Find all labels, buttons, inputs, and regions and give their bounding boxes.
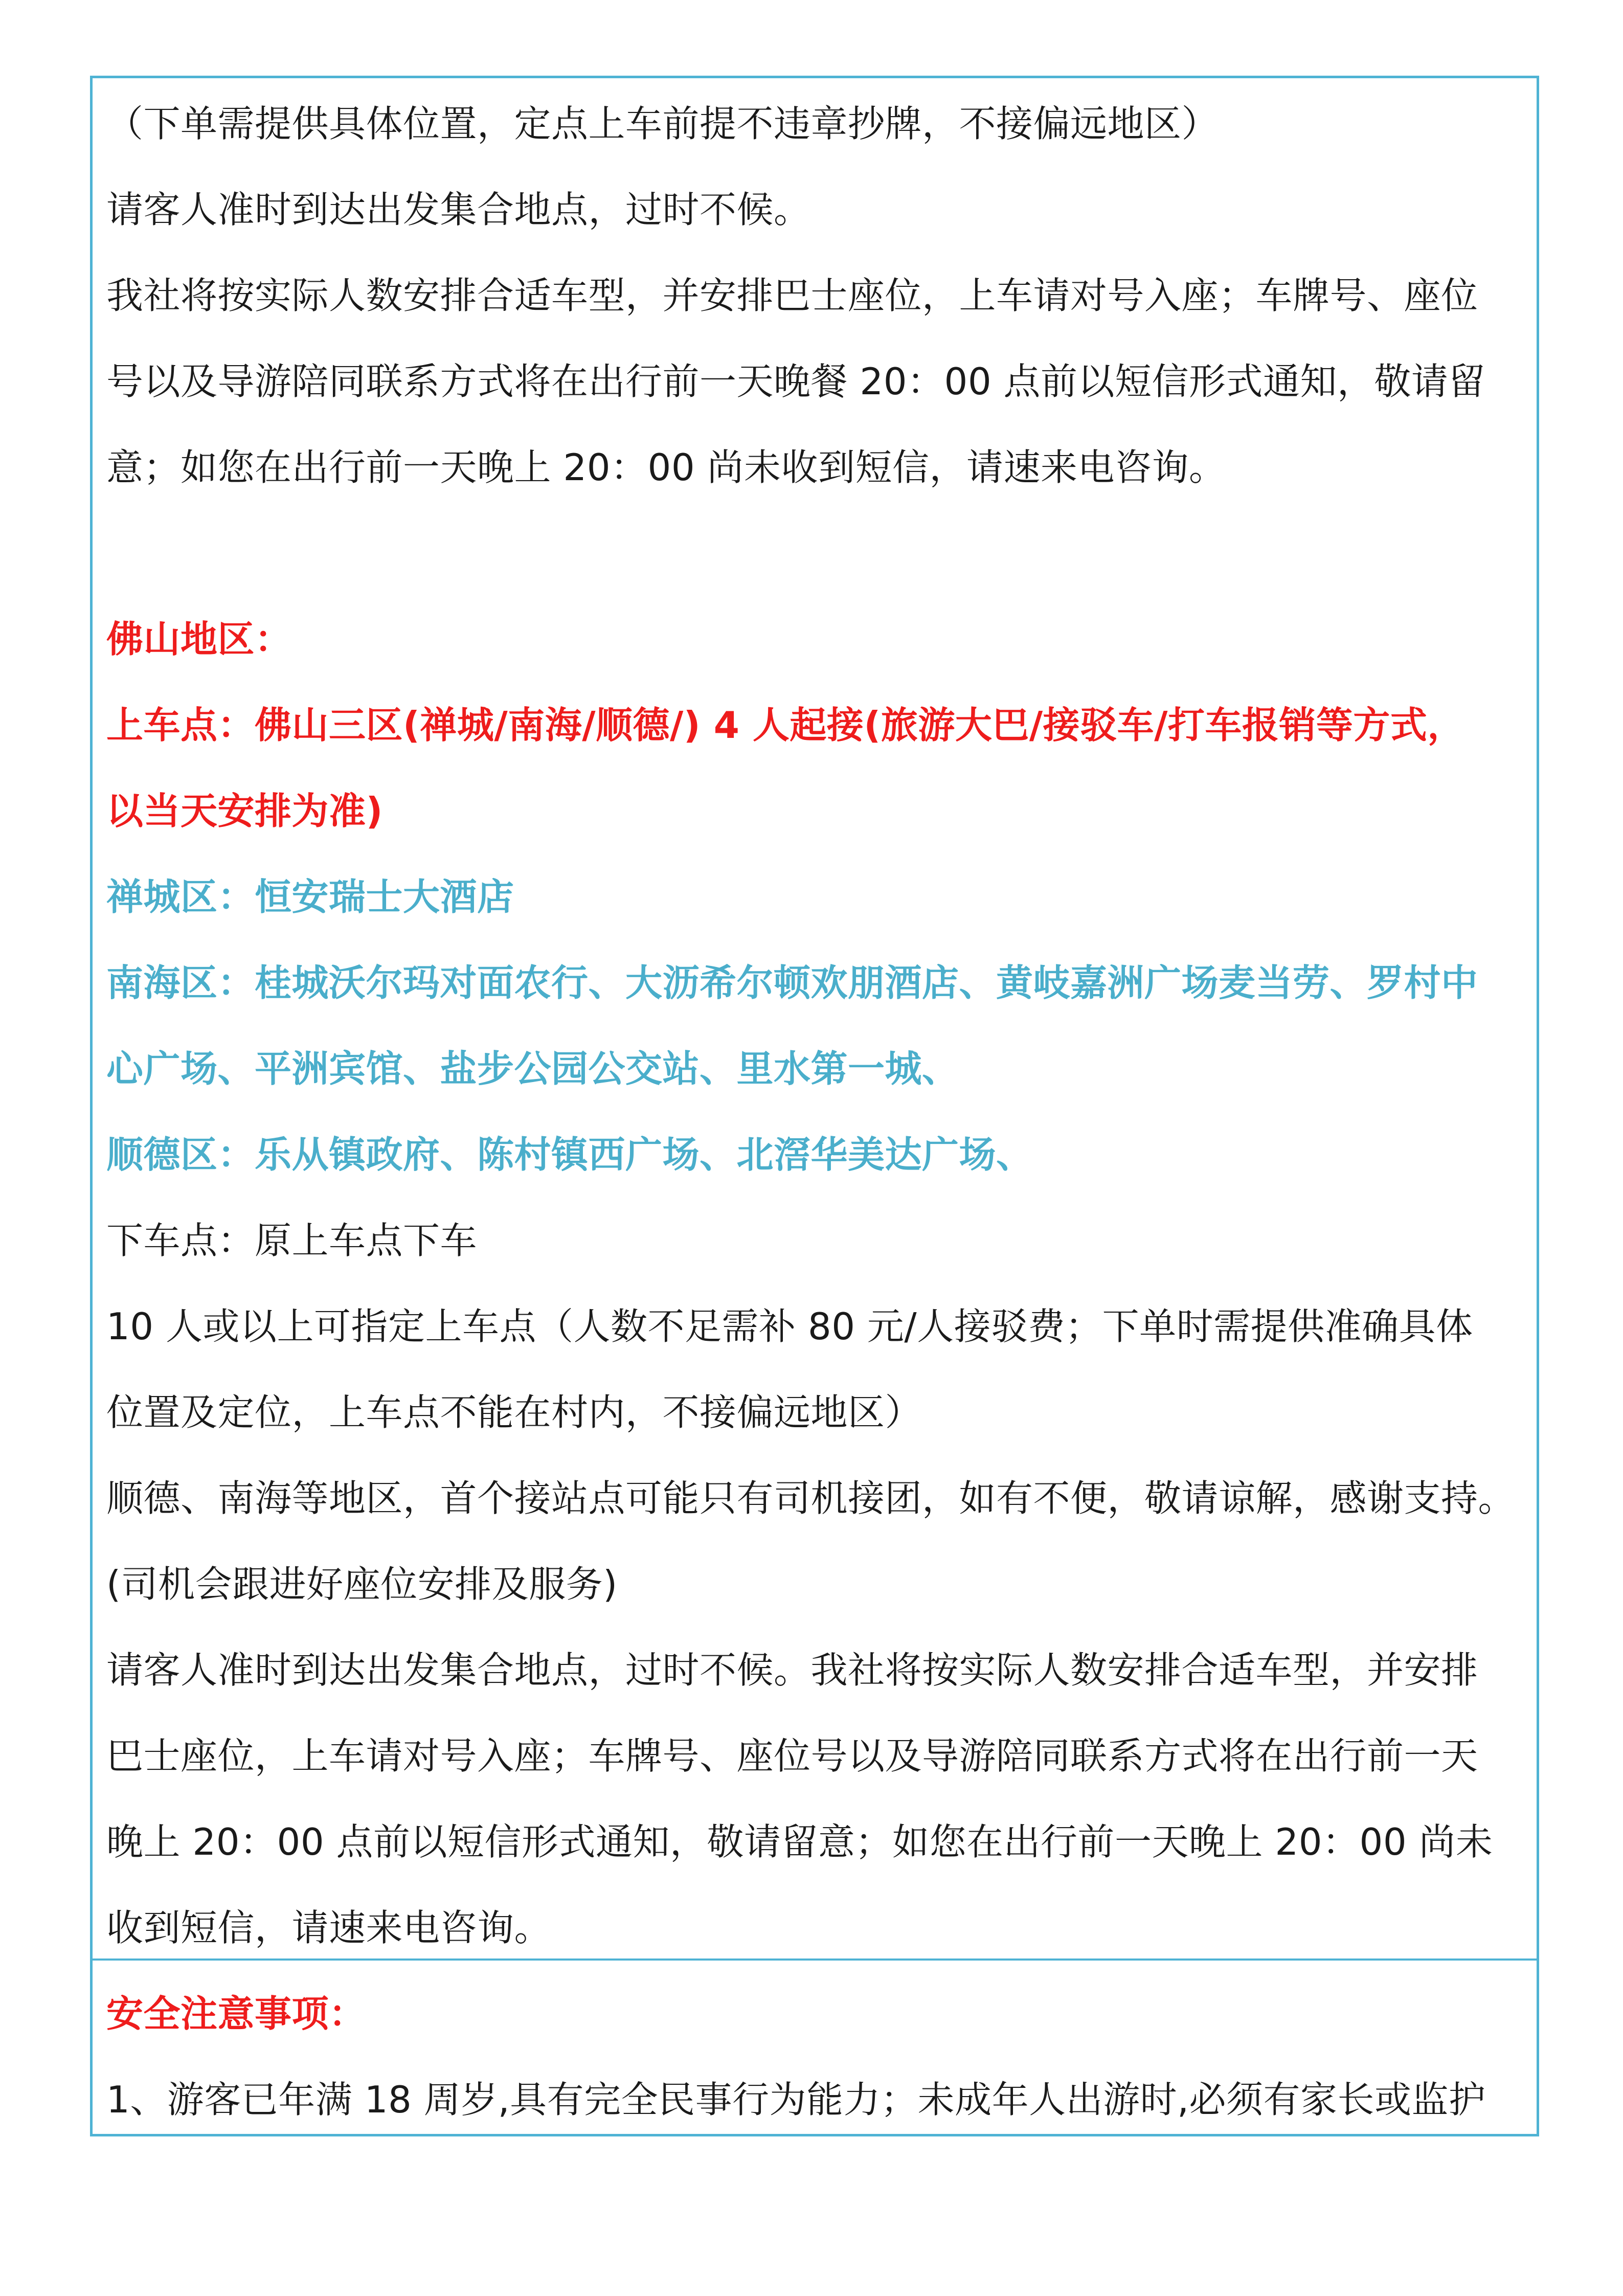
shunde-pickup-points: 顺德区：乐从镇政府、陈村镇西广场、北滘华美达广场、: [106, 1133, 1033, 1176]
safety-item: 1、游客已年满 18 周岁,具有完全民事行为能力；未成年人出游时,必须有家长或监护: [106, 2078, 1486, 2121]
nanhai-pickup-points: 南海区：桂城沃尔玛对面农行、大沥希尔顿欢朋酒店、黄岐嘉洲广场麦当劳、罗村中: [106, 961, 1478, 1004]
foshan-notice-line: 晚上 20：00 点前以短信形式通知，敬请留意；如您在出行前一天晚上 20：00 尚未: [106, 1820, 1493, 1863]
driver-pickup-note: (司机会跟进好座位安排及服务): [106, 1563, 618, 1606]
section-divider: [90, 1959, 1539, 1961]
group-pickup-note: 位置及定位，上车点不能在村内，不接偏远地区）: [106, 1391, 922, 1434]
dropoff-point: 下车点：原上车点下车: [106, 1219, 478, 1262]
foshan-notice-line: 收到短信，请速来电咨询。: [106, 1906, 552, 1949]
foshan-heading: 佛山地区：: [106, 618, 292, 661]
foshan-notice-line: 巴士座位，上车请对号入座；车牌号、座位号以及导游陪同联系方式将在出行前一天: [106, 1735, 1478, 1777]
seating-notice-line: 号以及导游陪同联系方式将在出行前一天晚餐 20：00 点前以短信形式通知，敬请留: [106, 360, 1486, 403]
foshan-notice-line: 请客人准时到达出发集合地点，过时不候。我社将按实际人数安排合适车型，并安排: [106, 1649, 1478, 1692]
foshan-pickup-line: 上车点：佛山三区(禅城/南海/顺德/) 4 人起接(旅游大巴/接驳车/打车报销等方式，: [106, 704, 1464, 747]
foshan-pickup-line: 以当天安排为准): [106, 790, 383, 832]
seating-notice-line: 意；如您在出行前一天晚上 20：00 尚未收到短信，请速来电咨询。: [106, 446, 1226, 489]
punctuality-notice: 请客人准时到达出发集合地点，过时不候。: [106, 188, 811, 231]
driver-pickup-note: 顺德、南海等地区，首个接站点可能只有司机接团，如有不便，敬请谅解，感谢支持。: [106, 1477, 1516, 1520]
location-requirement-text: （下单需提供具体位置，定点上车前提不违章抄牌，不接偏远地区）: [106, 102, 1219, 145]
group-pickup-note: 10 人或以上可指定上车点（人数不足需补 80 元/人接驳费；下单时需提供准确具体: [106, 1305, 1473, 1348]
nanhai-pickup-points: 心广场、平洲宾馆、盐步公园公交站、里水第一城、: [106, 1047, 959, 1090]
seating-notice-line: 我社将按实际人数安排合适车型，并安排巴士座位，上车请对号入座；车牌号、座位: [106, 274, 1478, 317]
chancheng-pickup-points: 禅城区：恒安瑞士大酒店: [106, 875, 514, 918]
safety-heading: 安全注意事项：: [106, 1992, 366, 2035]
